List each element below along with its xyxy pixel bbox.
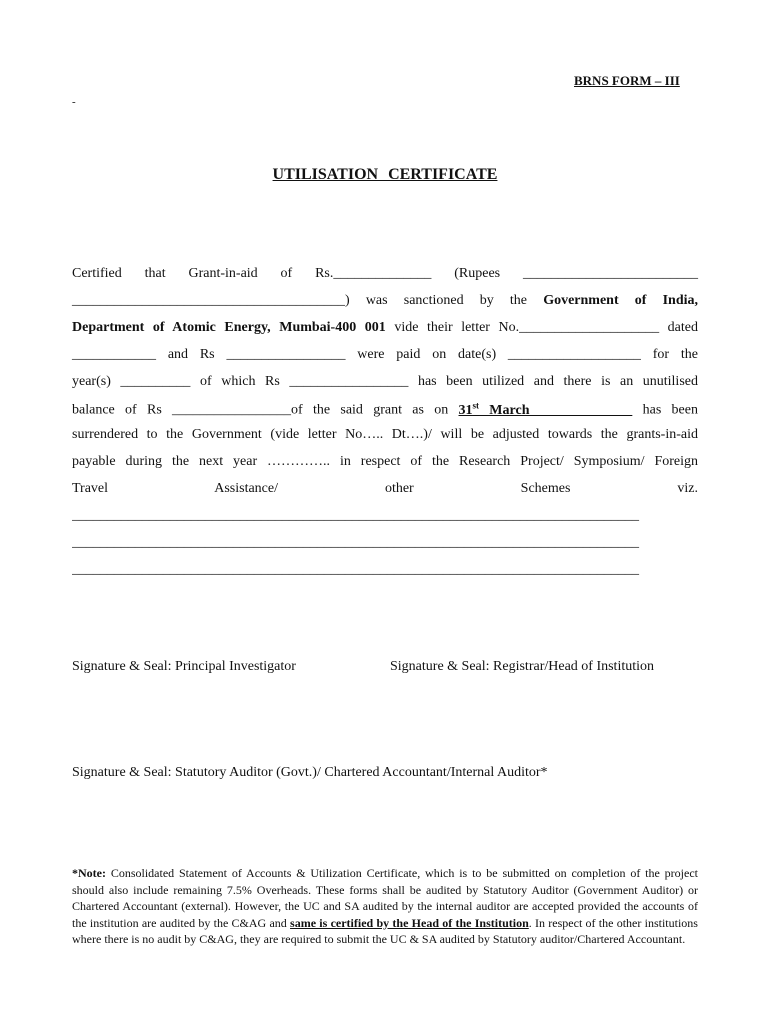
body-line-6 [72, 400, 698, 419]
dae-address: Department of Atomic Energy, Mumbai-400 001 [72, 320, 386, 335]
body-line-7: surrendered to the Government (vide letter No….. Dt….)/ will be adjusted towards the grants-in-aid [72, 427, 698, 442]
body-line-3-text: vide their letter No.____________________ dated [385, 320, 698, 335]
header-dash: - [72, 96, 76, 108]
signature-auditor: Signature & Seal: Statutory Auditor (Govt.)/ Chartered Accountant/Internal Auditor* [72, 765, 548, 780]
note-paragraph [72, 865, 698, 948]
note-text-1: Consolidated Statement of Accounts & Utilization Certificate, which is to be submitted on completion of the project should also include remaining 7.5% Overheads. These forms shall be audited by Statutory Auditor (Government Auditor) or Chartered Accountant (external). However, the UC and SA audited by the internal auditor are accepted provided the accounts of the institution are audited by the C&AG and [72, 866, 698, 930]
body-line-6-text: balance of Rs _________________of the said grant as on [72, 402, 459, 418]
body-line-6-end: has been [632, 402, 698, 418]
body-line-2-text: _______________________________________) was sanctioned by the [72, 293, 544, 308]
body-line-4: ____________ and Rs _________________ were paid on date(s) ___________________ for the [72, 347, 698, 362]
march-date [458, 400, 633, 418]
note-emphasis: same is certified by the Head of the Institution [290, 915, 529, 930]
march-day-suffix: st [472, 400, 480, 410]
body-line-9: Travel Assistance/ other Schemes viz. [72, 481, 698, 496]
march-day: 31 [458, 402, 473, 418]
form-number: BRNS FORM – III [574, 73, 680, 88]
signature-principal-investigator: Signature & Seal: Principal Investigator [72, 659, 296, 674]
blank-line-1: _________________________________________________________________________________ [72, 508, 639, 523]
body-line-2 [72, 293, 698, 309]
march-month: March [479, 402, 633, 418]
note-text-2: . In respect of the other institutions where there is no audit by C&AG, they are required to submit the UC & SA audited by Statutory auditor/Chartered Accountant. [72, 915, 698, 946]
note-label: *Note: [72, 866, 106, 880]
body-line-2-gov: Government of India, [543, 293, 698, 308]
body-line-5: year(s) __________ of which Rs _________________ has been utilized and there is an unutilised [72, 374, 698, 389]
blank-line-2: _________________________________________________________________________________ [72, 535, 639, 550]
body-line-3 [72, 320, 698, 336]
certificate-title: UTILISATION CERTIFICATE [272, 166, 498, 183]
body-line-1: Certified that Grant-in-aid of Rs.______________ (Rupees _________________________ [72, 266, 698, 281]
signature-registrar: Signature & Seal: Registrar/Head of Institution [390, 659, 655, 674]
blank-line-3: _________________________________________________________________________________ [72, 562, 639, 577]
body-line-8: payable during the next year ………….. in respect of the Research Project/ Symposium/ Foreign [72, 454, 698, 469]
